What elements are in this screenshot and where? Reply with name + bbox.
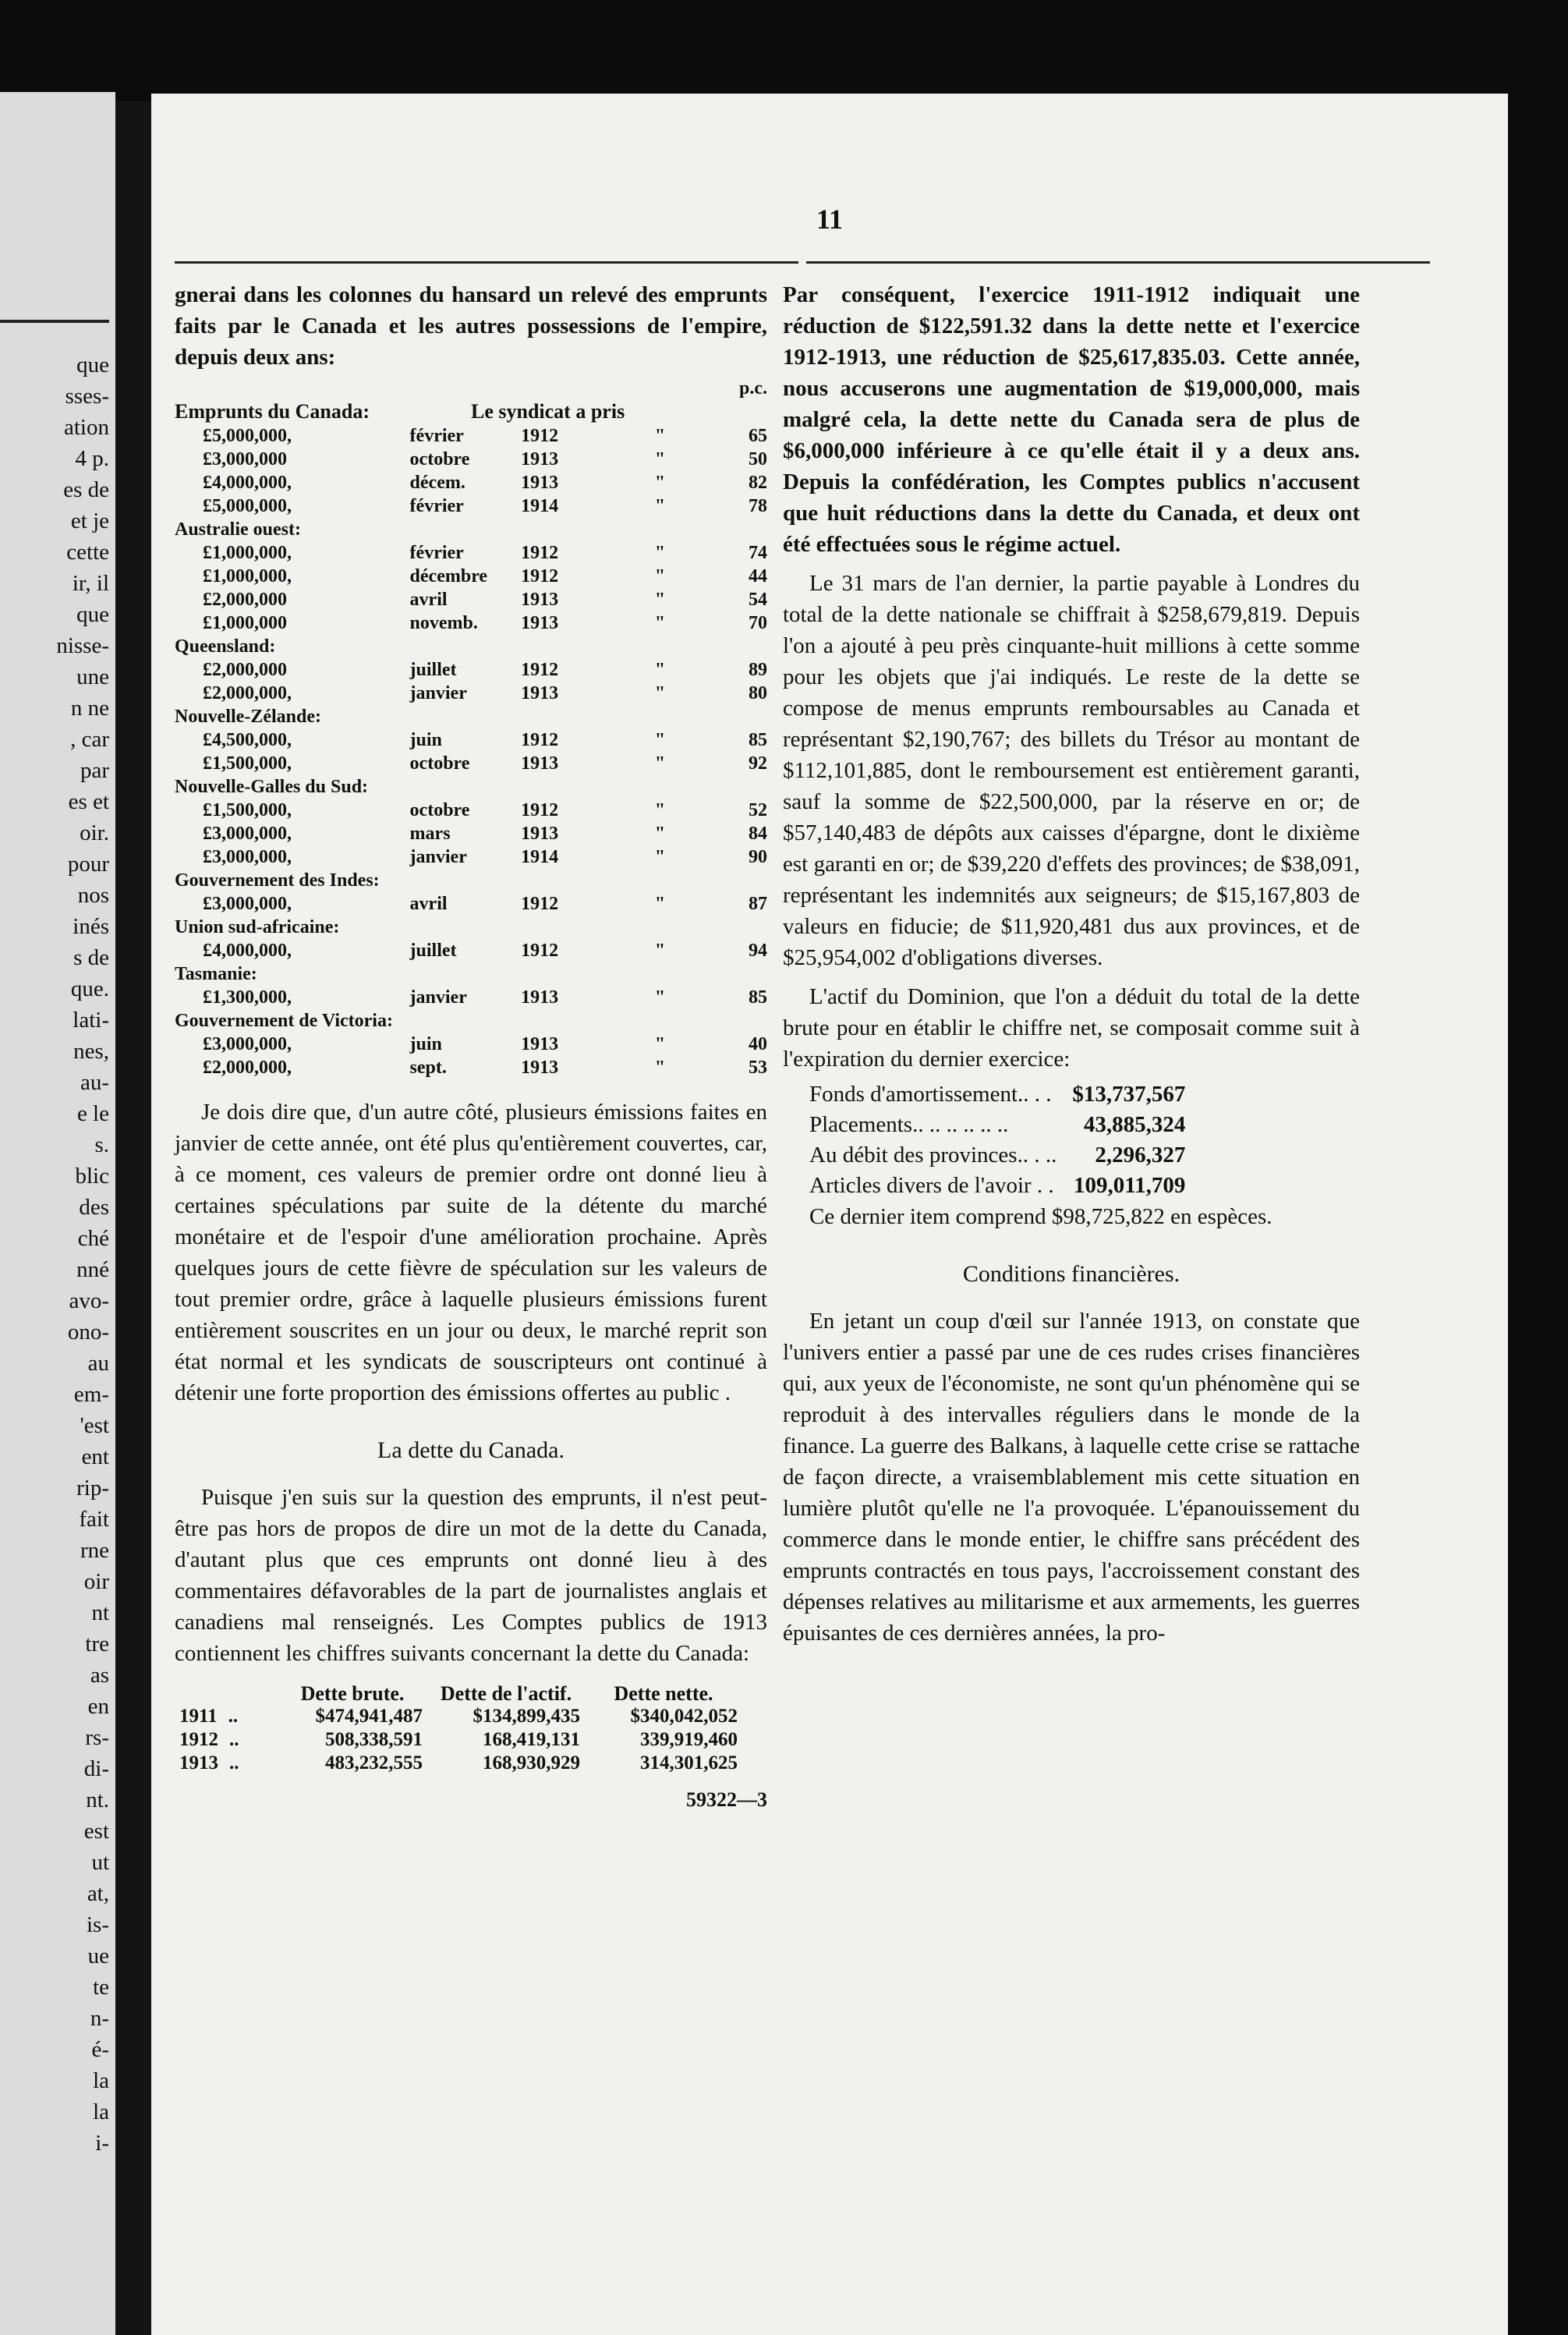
loan-row bbox=[175, 986, 767, 1009]
loan-percent: 87 bbox=[749, 894, 767, 914]
facing-page-fragment: 'est bbox=[80, 1413, 109, 1438]
binding-gutter bbox=[115, 101, 151, 2335]
loan-group-row bbox=[175, 705, 767, 728]
loan-year: 1912 bbox=[521, 941, 559, 961]
loans-header-right: Le syndicat a pris bbox=[471, 400, 625, 423]
loan-amount: £5,000,000, bbox=[203, 496, 292, 516]
loan-month: juin bbox=[409, 1034, 442, 1054]
ditto-mark: " bbox=[654, 660, 666, 680]
loan-group-row bbox=[175, 1009, 767, 1033]
ditto-mark: " bbox=[654, 824, 666, 844]
loan-amount: £3,000,000 bbox=[203, 449, 287, 469]
loan-month: janvier bbox=[409, 987, 467, 1008]
debt-year-leader: .. bbox=[229, 1752, 239, 1773]
facing-page-fragment: au- bbox=[80, 1070, 109, 1095]
loan-row bbox=[175, 565, 767, 588]
document-code: 59322—3 bbox=[686, 1788, 767, 1811]
facing-page-fragment: ono- bbox=[67, 1320, 109, 1345]
facing-page-fragment: nt. bbox=[86, 1788, 109, 1812]
loan-row bbox=[175, 822, 767, 845]
loan-year: 1913 bbox=[521, 1058, 559, 1078]
facing-page-fragment: sses- bbox=[65, 384, 109, 409]
loan-percent: 54 bbox=[749, 590, 767, 610]
facing-page-fragment: par bbox=[80, 758, 109, 783]
loan-percent: 80 bbox=[749, 683, 767, 703]
loan-row bbox=[175, 682, 767, 705]
left-column bbox=[175, 279, 767, 1816]
loan-group-row bbox=[175, 916, 767, 939]
pc-label: p.c. bbox=[739, 378, 767, 399]
asset-label: Fonds d'amortissement.. . . bbox=[809, 1082, 1052, 1107]
ditto-mark: " bbox=[654, 683, 666, 703]
facing-page-fragment: e le bbox=[76, 1101, 109, 1126]
loan-month: décem. bbox=[409, 473, 465, 493]
debt-year-value: 1911 bbox=[179, 1706, 218, 1727]
debt-year-value: 1912 bbox=[179, 1729, 218, 1750]
facing-page-rule bbox=[0, 320, 109, 323]
loan-amount: £3,000,000, bbox=[203, 847, 292, 867]
debt-brute: $474,941,487 bbox=[315, 1706, 423, 1727]
debt-year bbox=[175, 1752, 278, 1775]
debt-nette: $340,042,052 bbox=[630, 1706, 738, 1727]
loan-row bbox=[175, 728, 767, 752]
assets-intro-paragraph: L'actif du Dominion, que l'on a déduit du total de la dette brute pour en établir le chiffre net, se composait comme suit à l'expiration du dernier exercice: bbox=[783, 984, 1360, 1072]
conditions-section-title: Conditions financières. bbox=[962, 1261, 1180, 1287]
facing-page-fragment: nné bbox=[76, 1257, 109, 1282]
loan-year: 1913 bbox=[521, 824, 559, 844]
debt-nette: 339,919,460 bbox=[640, 1729, 738, 1750]
facing-page-fragment: des bbox=[79, 1195, 109, 1220]
loan-amount: £5,000,000, bbox=[203, 426, 292, 446]
facing-page-fragment: , car bbox=[70, 727, 109, 752]
loan-percent: 85 bbox=[749, 987, 767, 1008]
loan-month: février bbox=[409, 496, 464, 516]
asset-label: Placements.. .. .. .. .. .. bbox=[809, 1112, 1009, 1137]
loan-percent: 52 bbox=[749, 800, 767, 820]
facing-page-fragment: ation bbox=[64, 415, 109, 440]
facing-page-fragment: que bbox=[76, 353, 109, 377]
facing-page-fragment: que. bbox=[70, 976, 109, 1001]
facing-page-fragment: que bbox=[76, 602, 109, 627]
debt-year-leader: .. bbox=[229, 1729, 239, 1750]
facing-page-fragment: es de bbox=[63, 477, 109, 502]
loan-group-row bbox=[175, 962, 767, 986]
loan-group-row bbox=[175, 775, 767, 799]
asset-value: 2,296,327 bbox=[1095, 1143, 1186, 1168]
ditto-mark: " bbox=[654, 473, 666, 493]
loan-percent: 74 bbox=[749, 543, 767, 563]
loan-row bbox=[175, 799, 767, 822]
asset-label: Au débit des provinces.. . .. bbox=[809, 1143, 1057, 1168]
ditto-mark: " bbox=[654, 894, 666, 914]
debt-brute: 508,338,591 bbox=[325, 1729, 423, 1750]
facing-page-fragment: nes, bbox=[73, 1039, 109, 1064]
loan-year: 1913 bbox=[521, 473, 559, 493]
facing-page-fragment: as bbox=[90, 1663, 109, 1688]
facing-page-fragment: oir bbox=[83, 1569, 109, 1594]
loan-percent: 85 bbox=[749, 730, 767, 750]
facing-page-fragment: nisse- bbox=[56, 633, 109, 658]
loan-row bbox=[175, 471, 767, 494]
loan-amount: £3,000,000, bbox=[203, 894, 292, 914]
loan-month: sept. bbox=[409, 1058, 447, 1078]
document-page bbox=[151, 94, 1508, 2335]
debt-actif: 168,419,131 bbox=[483, 1729, 580, 1750]
loan-group-label: Nouvelle-Galles du Sud: bbox=[175, 777, 369, 797]
ditto-mark: " bbox=[654, 730, 666, 750]
ditto-mark: " bbox=[654, 753, 666, 774]
loan-percent: 70 bbox=[749, 613, 767, 633]
facing-page-fragment: la bbox=[93, 2068, 109, 2093]
loan-year: 1913 bbox=[521, 683, 559, 703]
debt-header-actif: Dette de l'actif. bbox=[440, 1682, 572, 1705]
assets-table bbox=[809, 1079, 1185, 1201]
loan-year: 1913 bbox=[521, 590, 559, 610]
page-number: 11 bbox=[816, 204, 843, 235]
facing-page-fragment: une bbox=[76, 664, 109, 689]
facing-page-fragment: ché bbox=[77, 1226, 109, 1251]
debt-actif: $134,899,435 bbox=[473, 1706, 580, 1727]
debt-row bbox=[175, 1728, 742, 1752]
loan-amount: £4,000,000, bbox=[203, 473, 292, 493]
debt-nette: 314,301,625 bbox=[640, 1752, 738, 1773]
ditto-mark: " bbox=[654, 800, 666, 820]
loan-year: 1913 bbox=[521, 753, 559, 774]
loan-row bbox=[175, 1033, 767, 1056]
asset-row bbox=[809, 1140, 1185, 1171]
facing-page-fragment: fait bbox=[79, 1507, 109, 1532]
asset-value: 43,885,324 bbox=[1083, 1112, 1186, 1137]
loan-amount: £3,000,000, bbox=[203, 824, 292, 844]
loan-amount: £4,500,000, bbox=[203, 730, 292, 750]
ditto-mark: " bbox=[654, 1058, 666, 1078]
facing-page-fragment: ue bbox=[87, 1943, 109, 1968]
ditto-mark: " bbox=[654, 941, 666, 961]
loan-row bbox=[175, 939, 767, 962]
facing-page-fragment: tre bbox=[85, 1632, 109, 1656]
loan-percent: 82 bbox=[749, 473, 767, 493]
loan-percent: 94 bbox=[749, 941, 767, 961]
facing-page-fragment: s. bbox=[94, 1132, 109, 1157]
facing-page-fragment: au bbox=[87, 1351, 109, 1376]
loan-amount: £2,000,000, bbox=[203, 1058, 292, 1078]
loan-group-row bbox=[175, 518, 767, 541]
facing-page-fragment: pour bbox=[67, 852, 109, 877]
loan-percent: 92 bbox=[749, 753, 767, 774]
speculation-paragraph: Je dois dire que, d'un autre côté, plusieurs émissions faites en janvier de cette année, ont été plus qu'entièrement couvertes, car, à ce moment, ces valeurs de premier ordre ont donné lieu à certaines spéculations par suite de la détente du marché monétaire et de l'espoir d'une amélioration prochaine. Après quelques jours de cette fièvre de spéculation sur les valeurs de tout premier ordre, grâce à laquelle plusieurs émissions furent entièrement souscrites en un jour ou deux, le marché reprit son état normal et les syndicats de souscripteurs ont continué à détenir une forte proportion des émissions offertes au public . bbox=[175, 1100, 767, 1405]
loan-year: 1912 bbox=[521, 894, 559, 914]
loan-row bbox=[175, 424, 767, 448]
facing-page-fragment: la bbox=[93, 2099, 109, 2124]
debt-paragraph: Puisque j'en suis sur la question des emprunts, il n'est peut-être pas hors de propos de dire un mot de la dette du Canada, d'autant plus que ces emprunts ont donné lieu à des commentaires défavorables de la part de journalistes anglais et canadiens mal renseignés. Les Comptes publics de 1913 contiennent les chiffres suivants concernant la dette du Canada: bbox=[175, 1485, 767, 1666]
loan-year: 1913 bbox=[521, 449, 559, 469]
loan-month: février bbox=[409, 543, 464, 563]
loan-row bbox=[175, 541, 767, 565]
loan-month: juillet bbox=[409, 941, 457, 961]
loan-month: octobre bbox=[409, 449, 470, 469]
facing-page-fragment: n- bbox=[90, 2006, 109, 2031]
loan-group-label: Gouvernement de Victoria: bbox=[175, 1011, 393, 1031]
ditto-mark: " bbox=[654, 426, 666, 446]
loan-month: novemb. bbox=[409, 613, 478, 633]
facing-page-fragment: inés bbox=[73, 914, 109, 939]
debt-actif: 168,930,929 bbox=[483, 1752, 580, 1773]
loan-year: 1912 bbox=[521, 730, 559, 750]
loan-month: janvier bbox=[409, 847, 467, 867]
loan-group-row bbox=[175, 869, 767, 892]
loan-percent: 78 bbox=[749, 496, 767, 516]
loan-group-row bbox=[175, 635, 767, 658]
facing-page-fragment: s de bbox=[73, 945, 109, 970]
loan-percent: 53 bbox=[749, 1058, 767, 1078]
facing-page-fragment: i- bbox=[95, 2131, 109, 2156]
asset-row bbox=[809, 1171, 1185, 1201]
loan-year: 1912 bbox=[521, 566, 559, 586]
loan-row bbox=[175, 845, 767, 869]
loan-amount: £1,500,000, bbox=[203, 800, 292, 820]
intro-paragraph: gnerai dans les colonnes du hansard un relevé des emprunts faits par le Canada et les autres possessions de l'empire, depuis deux ans: bbox=[175, 282, 767, 370]
loan-amount: £1,300,000, bbox=[203, 987, 292, 1008]
debt-year bbox=[175, 1728, 278, 1752]
loan-year: 1913 bbox=[521, 1034, 559, 1054]
facing-page-fragment: rs- bbox=[85, 1725, 109, 1750]
facing-page-fragment: é- bbox=[91, 2037, 109, 2062]
loan-amount: £1,500,000, bbox=[203, 753, 292, 774]
facing-page-fragment: oir. bbox=[80, 820, 109, 845]
loan-year: 1912 bbox=[521, 660, 559, 680]
asset-row bbox=[809, 1110, 1185, 1140]
ditto-mark: " bbox=[654, 613, 666, 633]
facing-page-fragment: ent bbox=[81, 1444, 109, 1469]
facing-page-fragment: est bbox=[83, 1819, 109, 1844]
debt-year bbox=[175, 1705, 278, 1728]
london-debt-paragraph: Le 31 mars de l'an dernier, la partie payable à Londres du total de la dette nationale se chiffrait à $258,679,819. Depuis l'on a ajouté à peu près cinquante-huit millions à cette somme pour les objets que j'ai indiqués. Le reste de la dette se compose de menus emprunts remboursables au Canada et représentant $2,190,767; des billets du Trésor au montant de $112,101,885, dont le remboursement est entièrement garanti, sauf la somme de $22,500,000, par la réserve en or; de $57,140,483 de dépôts aux caisses d'épargne, dont le dixième est garanti en or; de $39,220 d'effets des provinces; de $38,091, représentant les indemnités aux seigneurs; de $15,167,803 de valeurs en fiducie; de $11,920,481 dus aux provinces, et de $25,954,002 d'obligations diverses. bbox=[783, 571, 1360, 970]
asset-value: 109,011,709 bbox=[1073, 1173, 1186, 1198]
header-rule-right bbox=[806, 261, 1430, 264]
debt-table bbox=[175, 1683, 742, 1775]
facing-page-fragment: is- bbox=[87, 1912, 109, 1937]
loan-percent: 40 bbox=[749, 1034, 767, 1054]
loan-row bbox=[175, 494, 767, 518]
loan-month: mars bbox=[409, 824, 451, 844]
loan-amount: £1,000,000, bbox=[203, 543, 292, 563]
debt-header-nette: Dette nette. bbox=[614, 1682, 713, 1705]
loan-amount: £2,000,000 bbox=[203, 660, 287, 680]
loan-row bbox=[175, 892, 767, 916]
loan-row bbox=[175, 752, 767, 775]
loan-amount: £1,000,000, bbox=[203, 566, 292, 586]
loan-group-label: Queensland: bbox=[175, 636, 276, 657]
loan-month: avril bbox=[409, 894, 448, 914]
loan-amount: £1,000,000 bbox=[203, 613, 287, 633]
loan-percent: 90 bbox=[749, 847, 767, 867]
assets-note-paragraph: Ce dernier item comprend $98,725,822 en espèces. bbox=[809, 1204, 1272, 1229]
loan-percent: 84 bbox=[749, 824, 767, 844]
asset-value: $13,737,567 bbox=[1072, 1082, 1186, 1107]
facing-page-fragment: ir, il bbox=[72, 571, 109, 596]
facing-page-fragment: te bbox=[93, 1975, 109, 2000]
ditto-mark: " bbox=[654, 449, 666, 469]
debt-row bbox=[175, 1705, 742, 1728]
ditto-mark: " bbox=[654, 847, 666, 867]
facing-page-fragment: es et bbox=[68, 789, 109, 814]
loan-year: 1912 bbox=[521, 800, 559, 820]
asset-label: Articles divers de l'avoir . . bbox=[809, 1173, 1054, 1198]
facing-page-fragment: rne bbox=[80, 1538, 109, 1563]
loan-month: octobre bbox=[409, 800, 470, 820]
facing-page-fragment: rip- bbox=[76, 1476, 109, 1501]
debt-table-header bbox=[175, 1683, 742, 1705]
loan-month: juillet bbox=[409, 660, 457, 680]
facing-page-fragment: et je bbox=[70, 508, 109, 533]
loan-year: 1914 bbox=[521, 496, 559, 516]
conditions-paragraph: En jetant un coup d'œil sur l'année 1913, on constate que l'univers entier a passé par une de ces rudes crises financières qui, aux yeux de l'économiste, ne sont qu'un phénomène qui se reproduit à des intervalles réguliers dans le monde de la finance. La guerre des Balkans, à laquelle cette crise se rattache de façon directe, a vraisemblablement mis cette situation en lumière plutôt qu'elle ne l'a provoquée. L'épanouissement du commerce dans le monde entier, le chiffre sans précédent des emprunts contractés en tous pays, l'accroissement constant des dépenses relatives au militarisme et aux armements, les guerres épuisantes de ces dernières années, la pro- bbox=[783, 1309, 1360, 1646]
loan-year: 1913 bbox=[521, 613, 559, 633]
loan-row bbox=[175, 658, 767, 682]
loan-year: 1913 bbox=[521, 987, 559, 1008]
facing-page-fragment: at, bbox=[87, 1881, 109, 1906]
loan-amount: £4,000,000, bbox=[203, 941, 292, 961]
loan-percent: 65 bbox=[749, 426, 767, 446]
ditto-mark: " bbox=[654, 1034, 666, 1054]
loans-header-left: Emprunts du Canada: bbox=[175, 400, 370, 423]
debt-year-value: 1913 bbox=[179, 1752, 218, 1773]
loan-row bbox=[175, 448, 767, 471]
facing-page-fragment: cette bbox=[66, 540, 109, 565]
loan-group-label: Nouvelle-Zélande: bbox=[175, 707, 321, 727]
debt-section-title: La dette du Canada. bbox=[377, 1437, 565, 1463]
ditto-mark: " bbox=[654, 987, 666, 1008]
loan-month: février bbox=[409, 426, 464, 446]
facing-page-fragment: lati- bbox=[73, 1008, 109, 1033]
facing-page-fragment: nos bbox=[77, 883, 109, 908]
loan-year: 1914 bbox=[521, 847, 559, 867]
loan-percent: 44 bbox=[749, 566, 767, 586]
loan-year: 1912 bbox=[521, 426, 559, 446]
debt-row bbox=[175, 1752, 742, 1775]
loan-amount: £3,000,000, bbox=[203, 1034, 292, 1054]
loan-group-label: Tasmanie: bbox=[175, 964, 257, 984]
loan-percent: 50 bbox=[749, 449, 767, 469]
loan-month: octobre bbox=[409, 753, 470, 774]
loan-group-label: Gouvernement des Indes: bbox=[175, 870, 380, 891]
loan-month: janvier bbox=[409, 683, 467, 703]
loan-month: avril bbox=[409, 590, 448, 610]
facing-page-fragment: en bbox=[87, 1694, 109, 1719]
facing-page-fragment: nt bbox=[91, 1600, 109, 1625]
facing-page-fragment: di- bbox=[83, 1756, 109, 1781]
loan-row bbox=[175, 588, 767, 611]
debt-brute: 483,232,555 bbox=[325, 1752, 423, 1773]
loan-amount: £2,000,000 bbox=[203, 590, 287, 610]
loans-header bbox=[175, 399, 767, 424]
ditto-mark: " bbox=[654, 566, 666, 586]
facing-page-fragment: 4 p. bbox=[75, 446, 109, 471]
facing-page-fragment: ut bbox=[91, 1850, 109, 1875]
facing-page bbox=[0, 92, 115, 2335]
reduction-paragraph: Par conséquent, l'exercice 1911-1912 indiquait une réduction de $122,591.32 dans la dette nette et l'exercice 1912-1913, une réduction de $25,617,835.03. Cette année, nous accuserons une augmentation de $19,000,000, mais malgré cela, la dette nette du Canada sera de plus de $6,000,000 inférieure à ce qu'elle était il y a deux ans. Depuis la confédération, les Comptes publics n'accusent que huit réductions dans la dette du Canada, et deux ont été effectuées sous le régime actuel. bbox=[783, 282, 1360, 557]
asset-row bbox=[809, 1079, 1185, 1110]
facing-page-fragment: em- bbox=[73, 1382, 109, 1407]
ditto-mark: " bbox=[654, 543, 666, 563]
loan-amount: £2,000,000, bbox=[203, 683, 292, 703]
debt-year-leader: .. bbox=[228, 1706, 239, 1727]
facing-page-fragment: avo- bbox=[69, 1288, 109, 1313]
loan-row bbox=[175, 1056, 767, 1079]
debt-header-brute: Dette brute. bbox=[300, 1682, 405, 1705]
loan-group-label: Union sud-africaine: bbox=[175, 917, 340, 937]
loan-month: décembre bbox=[409, 566, 488, 586]
loan-percent: 89 bbox=[749, 660, 767, 680]
loan-month: juin bbox=[409, 730, 442, 750]
facing-page-fragment: blic bbox=[75, 1164, 109, 1189]
header-rule-left bbox=[175, 261, 798, 264]
loans-table bbox=[175, 424, 767, 1079]
ditto-mark: " bbox=[654, 496, 666, 516]
ditto-mark: " bbox=[654, 590, 666, 610]
loan-group-label: Australie ouest: bbox=[175, 519, 301, 540]
loan-row bbox=[175, 611, 767, 635]
loan-year: 1912 bbox=[521, 543, 559, 563]
facing-page-fragment: n ne bbox=[70, 696, 109, 721]
right-column bbox=[783, 279, 1360, 1649]
